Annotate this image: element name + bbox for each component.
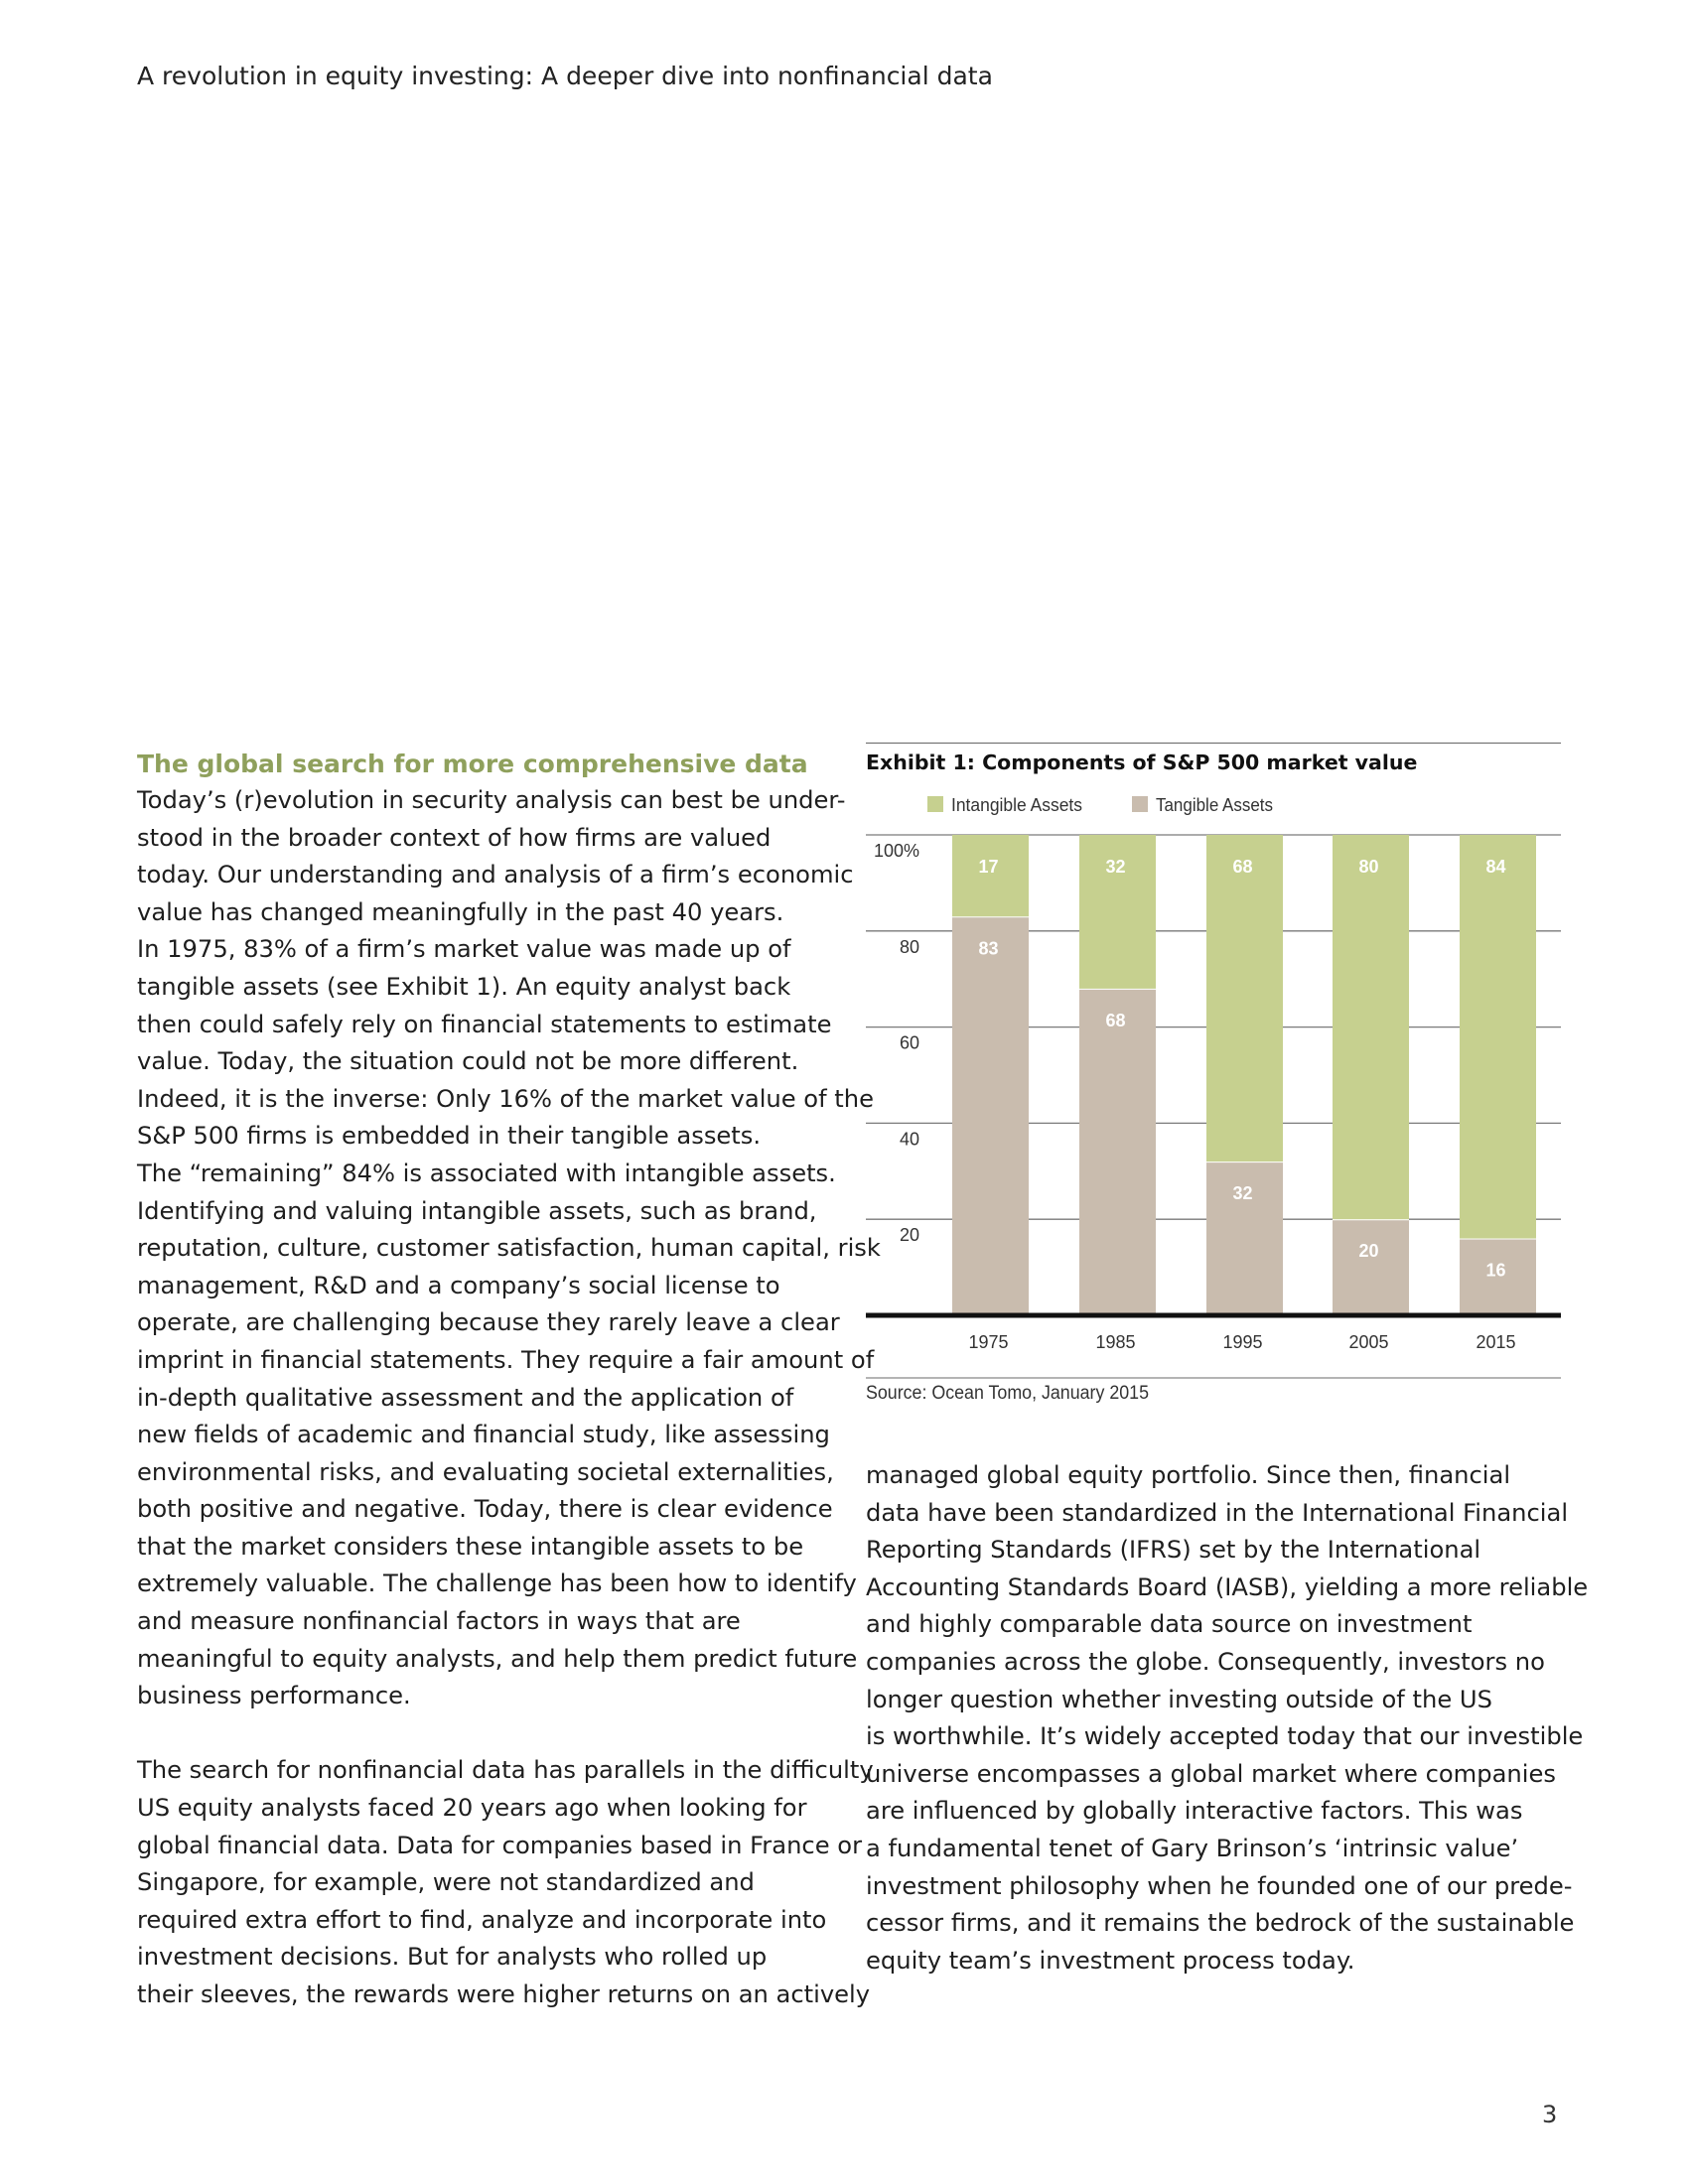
text-line: new fields of academic and financial study, like assessing (137, 1421, 830, 1449)
text-line: equity team’s investment process today. (866, 1946, 1355, 1975)
intangible-bar-segment (1206, 835, 1283, 1161)
x-tick-label: 1975 (968, 1332, 1009, 1352)
text-line: Singapore, for example, were not standardized and (137, 1868, 755, 1897)
x-tick-label: 1985 (1095, 1332, 1136, 1352)
exhibit-1 (866, 743, 1561, 1408)
x-axis-ticks (968, 1332, 1515, 1352)
text-line: S&P 500 firms is embedded in their tangible assets. (137, 1122, 762, 1151)
text-line: longer question whether investing outside of the US (866, 1685, 1492, 1713)
text-line: tangible assets (see Exhibit 1). An equity analyst back (137, 972, 791, 1001)
text-line: imprint in financial statements. They require a fair amount of (137, 1345, 875, 1374)
text-line: companies across the globe. Consequently, investors no (866, 1647, 1545, 1676)
text-line: both positive and negative. Today, there is clear evidence (137, 1495, 833, 1524)
body-paragraph-3 (866, 1457, 1589, 1979)
intangible-bar-segment (1333, 835, 1409, 1219)
text-line: is worthwhile. It’s widely accepted today that our investible (866, 1722, 1584, 1751)
text-line: meaningful to equity analysts, and help them predict future (137, 1644, 858, 1673)
running-title: A revolution in equity investing: A deeper dive into nonfinancial data (137, 62, 993, 90)
text-line: extremely valuable. The challenge has been how to identify (137, 1570, 857, 1598)
y-tick-label: 20 (899, 1225, 919, 1246)
tangible-bar-segment (1079, 989, 1156, 1315)
text-line: Reporting Standards (IFRS) set by the International (866, 1536, 1481, 1565)
text-line: investment decisions. But for analysts who rolled up (137, 1943, 768, 1972)
data-label: 17 (978, 857, 999, 877)
text-line: a fundamental tenet of Gary Brinson’s ‘intrinsic value’ (866, 1834, 1519, 1862)
text-line: Indeed, it is the inverse: Only 16% of the market value of the (137, 1084, 875, 1113)
text-line: US equity analysts faced 20 years ago when looking for (137, 1794, 807, 1823)
tangible-bar-segment (952, 916, 1029, 1315)
text-line: In 1975, 83% of a firm’s market value was made up of (137, 935, 791, 964)
text-line: are influenced by globally interactive factors. This was (866, 1797, 1523, 1826)
chart-title: Exhibit 1: Components of S&P 500 market value (866, 751, 1418, 774)
text-line: then could safely rely on financial statements to estimate (137, 1010, 832, 1038)
text-line: required extra effort to find, analyze and incorporate into (137, 1905, 827, 1934)
stacked-bar-chart (866, 743, 1561, 1408)
x-tick-label: 2015 (1476, 1332, 1516, 1352)
text-line: managed global equity portfolio. Since then, financial (866, 1461, 1511, 1489)
chart-source: Source: Ocean Tomo, January 2015 (866, 1383, 1149, 1404)
text-line: in-depth qualitative assessment and the application of (137, 1383, 794, 1412)
y-tick-label: 40 (899, 1129, 919, 1150)
data-label: 80 (1358, 857, 1379, 877)
left-column (137, 747, 881, 2014)
text-line: operate, are challenging because they rarely leave a clear (137, 1308, 840, 1337)
legend-label: Intangible Assets (951, 795, 1082, 815)
section-heading: The global search for more comprehensive data (137, 750, 808, 778)
x-tick-label: 1995 (1222, 1332, 1263, 1352)
data-label: 83 (978, 938, 999, 959)
text-line: The “remaining” 84% is associated with intangible assets. (137, 1159, 836, 1187)
body-paragraph-1 (137, 782, 881, 1715)
tangible-bar-segment (1333, 1219, 1409, 1315)
y-tick-label: 100% (873, 841, 919, 861)
chart-legend (927, 795, 1273, 815)
text-line: and measure nonfinancial factors in ways that are (137, 1607, 741, 1636)
right-column (866, 1457, 1589, 1979)
text-line: value. Today, the situation could not be more different. (137, 1047, 799, 1076)
text-line: Today’s (r)evolution in security analysis can best be under- (137, 786, 846, 814)
text-line: environmental risks, and evaluating societal externalities, (137, 1457, 834, 1486)
y-tick-label: 60 (899, 1032, 919, 1053)
text-line: stood in the broader context of how firms are valued (137, 823, 772, 852)
text-line: data have been standardized in the International Financial (866, 1498, 1569, 1527)
chart-bars (952, 835, 1536, 1315)
text-line: global financial data. Data for companies based in France or (137, 1831, 863, 1859)
text-line: their sleeves, the rewards were higher returns on an actively (137, 1980, 871, 2008)
data-label: 20 (1358, 1241, 1379, 1262)
text-line: The search for nonfinancial data has parallels in the difficulty (137, 1756, 874, 1785)
y-tick-label: 80 (899, 936, 919, 957)
text-line: business performance. (137, 1682, 411, 1710)
data-label: 32 (1232, 1183, 1253, 1204)
text-line: cessor firms, and it remains the bedrock of the sustainable (866, 1909, 1575, 1938)
text-line: reputation, culture, customer satisfaction, human capital, risk (137, 1234, 881, 1263)
tangible-assets-swatch (1132, 796, 1148, 812)
text-line: investment philosophy when he founded one of our prede- (866, 1871, 1573, 1900)
text-line: and highly comparable data source on investment (866, 1610, 1473, 1639)
text-line: universe encompasses a global market where companies (866, 1759, 1556, 1788)
data-label: 16 (1485, 1260, 1506, 1281)
text-line: that the market considers these intangible assets to be (137, 1532, 804, 1561)
text-line: value has changed meaningfully in the past 40 years. (137, 897, 784, 926)
legend-label: Tangible Assets (1156, 795, 1273, 815)
data-label: 32 (1105, 857, 1126, 877)
data-label: 84 (1485, 857, 1506, 877)
text-line: Accounting Standards Board (IASB), yielding a more reliable (866, 1572, 1589, 1601)
text-line: Identifying and valuing intangible assets, such as brand, (137, 1196, 817, 1225)
page-number: 3 (1542, 2101, 1558, 2128)
data-label: 68 (1105, 1010, 1126, 1030)
x-tick-label: 2005 (1348, 1332, 1389, 1352)
intangible-assets-swatch (927, 796, 943, 812)
text-line: management, R&D and a company’s social license to (137, 1271, 780, 1299)
intangible-bar-segment (1460, 835, 1536, 1239)
y-axis-ticks (874, 841, 919, 1245)
data-label: 68 (1232, 857, 1253, 877)
text-line: today. Our understanding and analysis of a firm’s economic (137, 861, 854, 889)
body-paragraph-2 (137, 1752, 874, 2013)
